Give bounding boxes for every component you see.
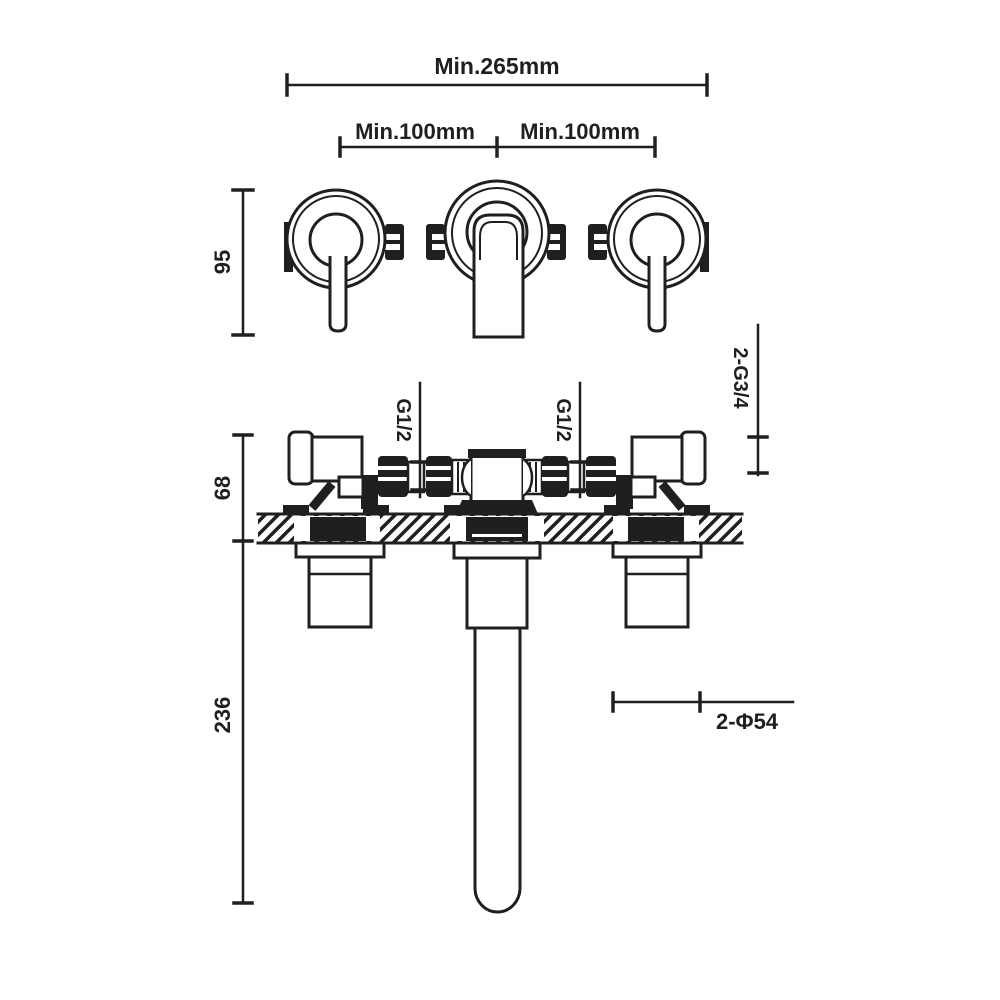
dim-wall-depth: [210, 435, 252, 541]
dim-handle-height: [210, 190, 253, 335]
right-valve-body: [632, 437, 682, 481]
dim-outlet-thread: [729, 325, 767, 475]
spout-base: [456, 500, 538, 514]
right-escutcheon: [613, 543, 701, 557]
left-handle-body: [309, 557, 371, 627]
right-handle-body: [626, 557, 688, 627]
left-escutcheon: [296, 543, 384, 557]
right-valve-cap: [681, 432, 705, 484]
right-valve-assembly: [616, 432, 705, 509]
center-wall-block: [466, 517, 528, 541]
center-escutcheon: [454, 543, 540, 558]
left-handle-top-view: [287, 190, 385, 331]
label-spout-drop: 236: [210, 696, 235, 734]
label-wall-depth: 68: [210, 475, 235, 501]
left-valve-assembly: [289, 432, 378, 509]
label-overall-width: Min.265mm: [434, 53, 560, 79]
spout-side-view: [454, 543, 540, 912]
dim-spout-drop: [210, 541, 252, 903]
spout-top-view: [445, 181, 549, 337]
right-wall-block: [628, 517, 684, 541]
label-escutcheon-diameter: 2-Φ54: [715, 709, 779, 734]
label-inlet-thread-left: G1/2: [392, 398, 414, 442]
left-wall-block: [310, 517, 366, 541]
left-valve-cap: [289, 432, 313, 484]
label-handle-spacing-right: Min.100mm: [520, 119, 640, 144]
right-handle-lever: [649, 256, 665, 331]
left-handle-side-view: [296, 543, 384, 627]
dim-handle-spacing: [340, 119, 655, 156]
label-outlet-thread: 2-G3/4: [729, 347, 751, 409]
spout-tube: [475, 628, 520, 912]
label-inlet-thread-right: G1/2: [552, 398, 574, 442]
label-handle-spacing-left: Min.100mm: [355, 119, 475, 144]
label-handle-height: 95: [210, 249, 235, 275]
left-valve-body: [312, 437, 362, 481]
dim-overall-width: [287, 53, 707, 95]
dim-escutcheon-diameter: [613, 693, 793, 734]
right-handle-top-view: [608, 190, 706, 331]
spout-body-top: [474, 215, 523, 337]
left-handle-lever: [330, 256, 346, 331]
spout-hub: [467, 558, 527, 628]
right-handle-side-view: [613, 543, 701, 627]
